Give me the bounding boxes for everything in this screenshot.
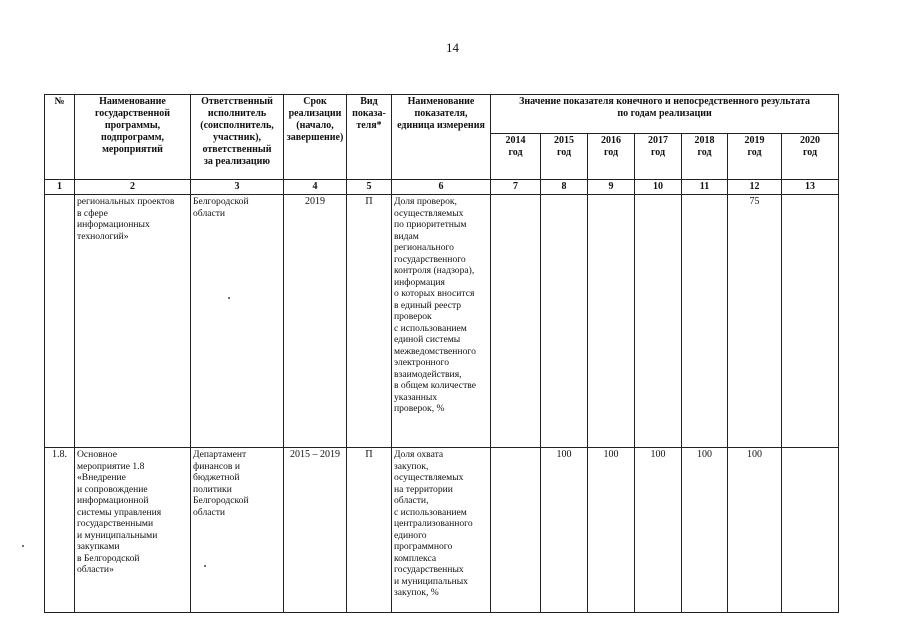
header-year-2018: 2018 год bbox=[682, 134, 728, 180]
header-indicator-name: Наименование показателя, единица измерения bbox=[392, 95, 491, 180]
column-number: 10 bbox=[635, 180, 682, 195]
row-number: 1.8. bbox=[45, 448, 75, 613]
value-2015 bbox=[541, 195, 588, 448]
value-2017: 100 bbox=[635, 448, 682, 613]
column-number: 2 bbox=[75, 180, 191, 195]
column-numbers-row bbox=[45, 180, 839, 195]
column-number: 13 bbox=[782, 180, 839, 195]
executor-name: Белгородской области bbox=[191, 195, 284, 448]
header-year-2019: 2019 год bbox=[728, 134, 782, 180]
value-2020 bbox=[782, 195, 839, 448]
column-number: 9 bbox=[588, 180, 635, 195]
indicator-name: Доля проверок, осуществляемых по приоритетным видам регионального государственного контроля (надзора), информация о которых вносится в единый реестр проверок с использованием единой системы межведомственного электронного взаимодействия, в общем количестве указанных проверок, % bbox=[392, 195, 491, 448]
header-year-2015: 2015 год bbox=[541, 134, 588, 180]
column-number: 12 bbox=[728, 180, 782, 195]
implementation-term: 2015 – 2019 bbox=[284, 448, 347, 613]
header-year-2014: 2014 год bbox=[491, 134, 541, 180]
header-values-group: Значение показателя конечного и непосредственного результата по годам реализации bbox=[491, 95, 839, 134]
indicator-name: Доля охвата закупок, осуществляемых на территории области, с использованием централизованного единого программного комплекса государственных и муниципальных закупок, % bbox=[392, 448, 491, 613]
page-number: 14 bbox=[446, 40, 459, 55]
value-2017 bbox=[635, 195, 682, 448]
header-year-2017: 2017 год bbox=[635, 134, 682, 180]
scan-speck bbox=[22, 545, 24, 547]
header-executor: Ответственный исполнитель (соисполнитель, участник), ответственный за реализацию bbox=[191, 95, 284, 180]
header-year-2016: 2016 год bbox=[588, 134, 635, 180]
column-number: 7 bbox=[491, 180, 541, 195]
value-2019: 75 bbox=[728, 195, 782, 448]
implementation-term: 2019 bbox=[284, 195, 347, 448]
value-2016: 100 bbox=[588, 448, 635, 613]
program-name: Основное мероприятие 1.8 «Внедрение и сопровождение информационной системы управления государственными и муниципальными закупками в Белгородской области» bbox=[75, 448, 191, 613]
column-number: 3 bbox=[191, 180, 284, 195]
column-number: 8 bbox=[541, 180, 588, 195]
header-year-2020: 2020 год bbox=[782, 134, 839, 180]
header-number: № bbox=[45, 95, 75, 180]
header-program: Наименование государственной программы, подпрограмм, мероприятий bbox=[75, 95, 191, 180]
column-number: 11 bbox=[682, 180, 728, 195]
header-term: Срок реализации (начало, завершение) bbox=[284, 95, 347, 180]
value-2014 bbox=[491, 448, 541, 613]
indicator-type: П bbox=[347, 448, 392, 613]
value-2016 bbox=[588, 195, 635, 448]
scan-speck bbox=[204, 565, 206, 567]
value-2014 bbox=[491, 195, 541, 448]
value-2015: 100 bbox=[541, 448, 588, 613]
row-number bbox=[45, 195, 75, 448]
executor-name: Департамент финансов и бюджетной политики Белгородской области bbox=[191, 448, 284, 613]
column-number: 6 bbox=[392, 180, 491, 195]
value-2020 bbox=[782, 448, 839, 613]
indicator-type: П bbox=[347, 195, 392, 448]
table-row bbox=[45, 448, 839, 613]
indicators-table bbox=[44, 94, 839, 613]
header-indicator-type: Вид показа- теля* bbox=[347, 95, 392, 180]
column-number: 5 bbox=[347, 180, 392, 195]
value-2018: 100 bbox=[682, 448, 728, 613]
table-row bbox=[45, 195, 839, 448]
column-number: 4 bbox=[284, 180, 347, 195]
scan-speck bbox=[228, 297, 230, 299]
program-name: региональных проектов в сфере информационных технологий» bbox=[75, 195, 191, 448]
column-number: 1 bbox=[45, 180, 75, 195]
value-2019: 100 bbox=[728, 448, 782, 613]
value-2018 bbox=[682, 195, 728, 448]
